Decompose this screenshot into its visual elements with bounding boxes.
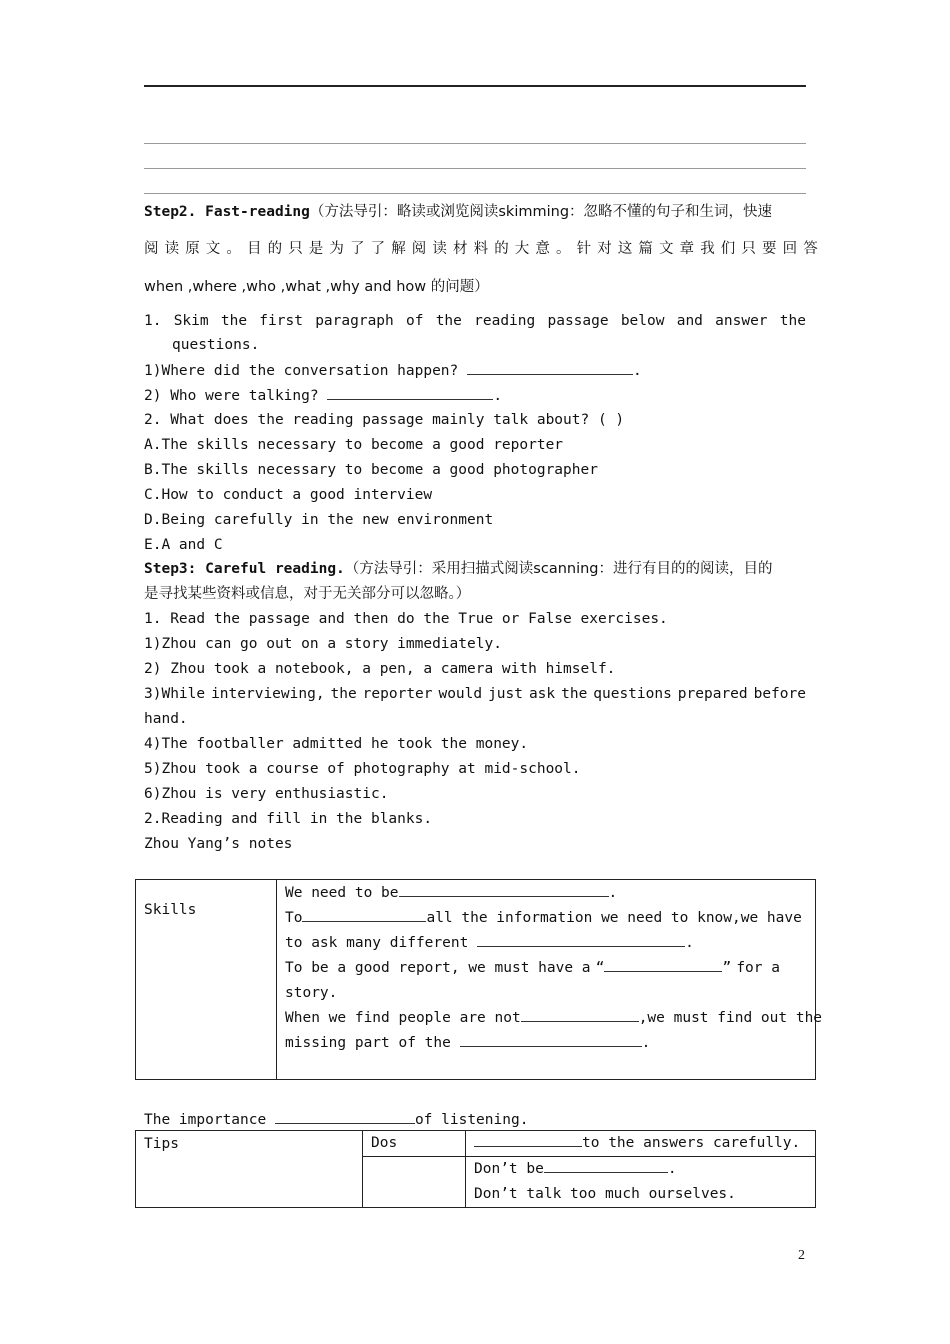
skills-line-3: to ask many different .	[277, 931, 815, 956]
tf-item-2: 2) Zhou took a notebook, a pen, a camera with himself.	[144, 661, 616, 677]
tf-item-3-cont: hand.	[144, 711, 188, 727]
step3-method: （方法导引：采用扫描式阅读scanning：进行有目的的阅读，目的	[344, 561, 773, 577]
importance-line: The importance of listening.	[144, 1109, 528, 1130]
skills-label: Skills	[144, 902, 197, 918]
page-number: 2	[798, 1248, 805, 1263]
q1-2: 2) Who were talking? .	[144, 385, 502, 406]
header-rule	[144, 85, 806, 87]
blank-tip-2[interactable]	[544, 1158, 668, 1173]
blank-skill-1[interactable]	[399, 882, 609, 897]
q1-instruction-cont: questions.	[172, 337, 260, 353]
tf-item-6: 6)Zhou is very enthusiastic.	[144, 786, 389, 802]
notes-title: Zhou Yang’s notes	[144, 836, 293, 852]
skills-line-5: story.	[285, 985, 338, 1001]
tf-item-3: 3)While interviewing, the reporter would just ask the questions prepared before	[144, 686, 806, 702]
tf-item-5: 5)Zhou took a course of photography at mid-school.	[144, 761, 581, 777]
blank-skill-3[interactable]	[477, 932, 685, 947]
step3-intro-line2: 是寻找某些资料或信息，对于无关部分可以忽略。）	[144, 586, 471, 602]
skills-line-2: To all the information we need to know,we have	[277, 906, 797, 931]
tips-label-cell	[136, 1131, 363, 1208]
option-b: B.The skills necessary to become a good photographer	[144, 462, 598, 478]
skills-table	[135, 879, 823, 1080]
step2-method: （方法导引：略读或浏览阅读skimming：忽略不懂的句子和生词，快速	[309, 204, 773, 220]
skills-line-1: We need to be .	[277, 881, 815, 906]
option-c: C.How to conduct a good interview	[144, 487, 433, 503]
blank-where[interactable]	[467, 360, 633, 375]
tf-item-1: 1)Zhou can go out on a story immediately.	[144, 636, 502, 652]
q1-instruction: 1. Skim the first paragraph of the reading passage below and answer the	[144, 313, 806, 329]
fill-title: 2.Reading and fill in the blanks.	[144, 811, 433, 827]
skills-line-4: To be a good report, we must have a “ ” for a	[277, 956, 780, 981]
q2: 2. What does the reading passage mainly talk about? ( )	[144, 412, 625, 428]
step3-heading	[144, 559, 773, 579]
skills-content-cell	[277, 880, 823, 1080]
skills-line-6: When we find people are not ,we must find out the	[277, 1006, 797, 1031]
dos-label: Dos	[371, 1135, 398, 1151]
tips-row-1: to the answers carefully.	[466, 1131, 815, 1155]
answer-line-3	[144, 193, 806, 194]
skills-line-7: missing part of the .	[277, 1031, 815, 1056]
step2-intro-line3: when ,where ,who ,what ,why and how 的问题）	[144, 279, 489, 295]
option-e: E.A and C	[144, 537, 223, 553]
tips-row1-cell	[466, 1131, 816, 1157]
empty-cell	[363, 1157, 466, 1208]
step3-title: Step3: Careful reading.	[144, 561, 345, 577]
tips-row-2: Don’t be .	[466, 1157, 815, 1182]
blank-importance[interactable]	[275, 1109, 415, 1124]
step2-intro-line2: 阅读原文。目的只是为了了解阅读材料的大意。针对这篇文章我们只要回答	[144, 241, 824, 257]
tips-row-3: Don’t talk too much ourselves.	[474, 1186, 736, 1202]
blank-skill-5[interactable]	[521, 1007, 639, 1022]
tips-label: Tips	[144, 1136, 179, 1152]
step2-title: Step2. Fast-reading	[144, 204, 310, 220]
blank-skill-6[interactable]	[460, 1032, 642, 1047]
blank-skill-4[interactable]	[604, 957, 722, 972]
skills-label-cell	[136, 880, 277, 1080]
tips-table	[135, 1130, 816, 1208]
step2-heading	[144, 202, 772, 222]
tf-title: 1. Read the passage and then do the True or False exercises.	[144, 611, 668, 627]
answer-line-1	[144, 143, 806, 144]
option-a: A.The skills necessary to become a good reporter	[144, 437, 564, 453]
answer-line-2	[144, 168, 806, 169]
blank-tip-1[interactable]	[474, 1132, 582, 1147]
blank-skill-2[interactable]	[302, 907, 426, 922]
option-d: D.Being carefully in the new environment	[144, 512, 494, 528]
tf-item-4: 4)The footballer admitted he took the money.	[144, 736, 529, 752]
dos-label-cell	[363, 1131, 466, 1157]
tips-row2-cell	[466, 1157, 816, 1208]
q1-1: 1)Where did the conversation happen? .	[144, 360, 642, 381]
blank-who[interactable]	[327, 385, 493, 400]
